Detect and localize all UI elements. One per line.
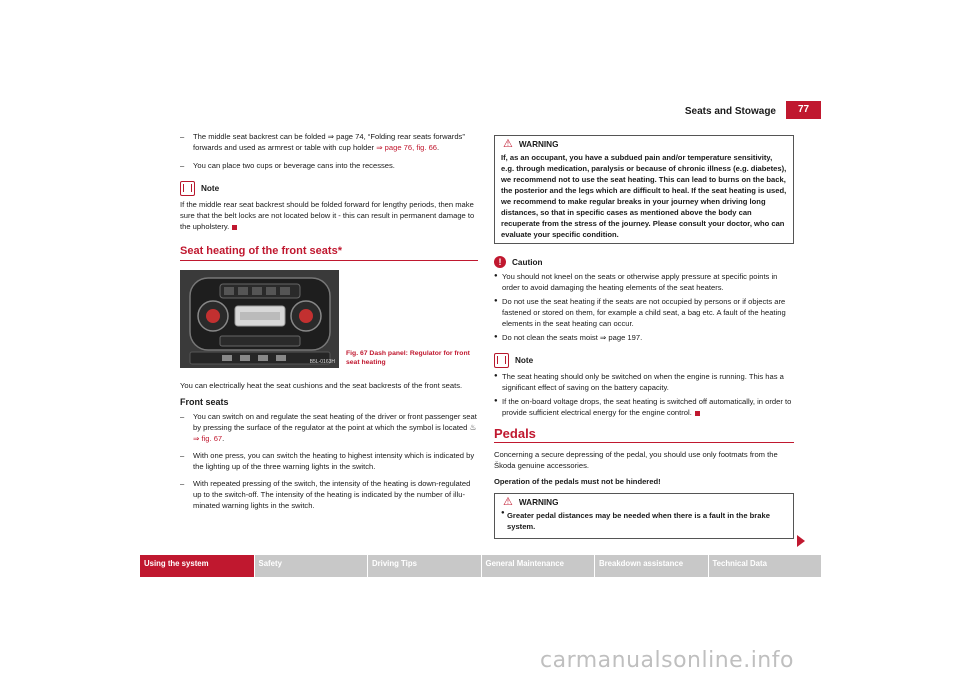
warning-heading [495,136,793,150]
next-page-arrow-icon[interactable] [797,535,805,547]
caution-item: ● Do not use the seat heating if the seats are not occupied by persons or if objects are fastened or stored on them, for example a child seat, a bag etc. A fault of the heating elements in the seat heating can occur. [494,296,794,329]
list-item [180,411,478,444]
section-heading: Pedals [494,428,794,443]
subsection-heading: Front seats [180,397,229,407]
tab-using-the-system[interactable]: Using the system [140,555,254,577]
tab-safety[interactable]: Safety [254,555,368,577]
note-text: If the middle rear seat backrest should be folded forward for lengthy periods, then make sure that the belt locks are not located below it - this can result in permanent damage to the upholstery. [180,200,475,231]
list-item-text-end: . [437,143,440,152]
note-heading [494,353,794,368]
end-of-section-mark [695,411,700,416]
list-item-text: The middle seat backrest can be folded ⇒ page 74, “Folding rear seats forwards” forwards and used as armrest or table with cup holder [193,132,465,152]
note-title: Note [515,356,534,365]
pedals-bold-paragraph: Operation of the pedals must not be hindered! [494,477,661,486]
caution-item: ● Do not clean the seats moist ⇒ page 197. [494,332,794,343]
section-heading: Seat heating of the front seats* [180,246,478,261]
note-item-text: If the on-board voltage drops, the seat heating is switched off automatically, in order to provide sufficient electrical energy for the engine control. [502,397,792,417]
list-item: – With one press, you can switch the heating to highest intensity which is indicated by the lighting up of the three warning lights in the switch. [180,450,478,472]
warning-title: WARNING [518,498,559,507]
list-item-text-end: . [222,434,225,443]
left-column [180,131,478,267]
end-of-section-mark [232,225,237,230]
dash-panel-figure [180,270,339,368]
left-column-lower [180,380,478,517]
note-body [180,199,478,232]
note-item: ● The seat heating should only be switched on when the engine is running. This has a significant effect of saving on the battery capacity. [494,371,794,393]
figure-code-label: B5L-0163H [309,359,335,365]
note-item [494,396,794,418]
warning-box [494,493,794,539]
watermark: carmanualsonline.info [540,648,794,673]
dash-panel-illustration [180,270,339,368]
warning-triangle-icon: ⚠ [503,496,513,508]
list-item [180,131,478,153]
note-icon [494,353,509,368]
right-column [494,135,794,539]
caution-heading [494,256,794,268]
cross-reference-link[interactable]: ⇒ fig. 67 [193,434,223,443]
intro-paragraph: You can electrically heat the seat cushions and the seat backrests of the front seats. [180,381,463,390]
tab-driving-tips[interactable]: Driving Tips [367,555,481,577]
seat-heating-symbol-icon: ♨ [469,423,477,432]
note-icon [180,181,195,196]
caution-item: ● You should not kneel on the seats or otherwise apply pressure at specific points in order to avoid damaging the heating elements of the seat heaters. [494,271,794,293]
chapter-tab-bar [140,555,821,577]
warning-triangle-icon: ⚠ [503,138,513,150]
list-item: – With repeated pressing of the switch, the intensity of the heating is down-regulated up to the switch-off. The intensity of the heating is indicated by the number of illu-minated warning lights in the switch. [180,478,478,511]
tab-technical-data[interactable]: Technical Data [708,555,822,577]
list-item: – You can place two cups or beverage cans into the recesses. [180,160,478,171]
running-header-title: Seats and Stowage [684,106,776,117]
figure-caption: Fig. 67 Dash panel: Regulator for front seat heating [346,350,470,366]
tab-breakdown-assistance[interactable]: Breakdown assistance [594,555,708,577]
cross-reference-link[interactable]: ⇒ page 76, fig. 66 [376,143,438,152]
caution-title: Caution [512,257,543,267]
warning-title: WARNING [518,140,559,149]
warning-text: If, as an occupant, you have a subdued pain and/or temperature sensitivity, e.g. through medication, paralysis or because of chronic illness (e.g. diabetes), we recommend not to use the seat heating. This can lead to burns on the back, the posterior and the legs which are difficult to heal. If the seat heating is used, we recommend to make regular breaks in your journey when driving long distances, so that in specific cases as mentioned above the body can recuperate from the stress of the journey. Please consult your doctor, who can evaluate your specific condition. [501,153,787,239]
tab-general-maintenance[interactable]: General Maintenance [481,555,595,577]
warning-heading [495,494,793,508]
warning-box [494,135,794,244]
note-heading [180,181,478,196]
list-item-text: You can switch on and regulate the seat heating of the driver or front passenger seat by pressing the surface of the regulator at the point at which the symbol is located [193,412,477,432]
page-number-badge: 77 [786,101,821,119]
warning-text: ● Greater pedal distances may be needed when there is a fault in the brake system. [501,508,793,535]
note-title: Note [201,184,220,193]
caution-icon: ! [494,256,506,268]
pedals-paragraph: Concerning a secure depressing of the pedal, you should use only footmats from the Škoda genuine accessories. [494,450,778,470]
